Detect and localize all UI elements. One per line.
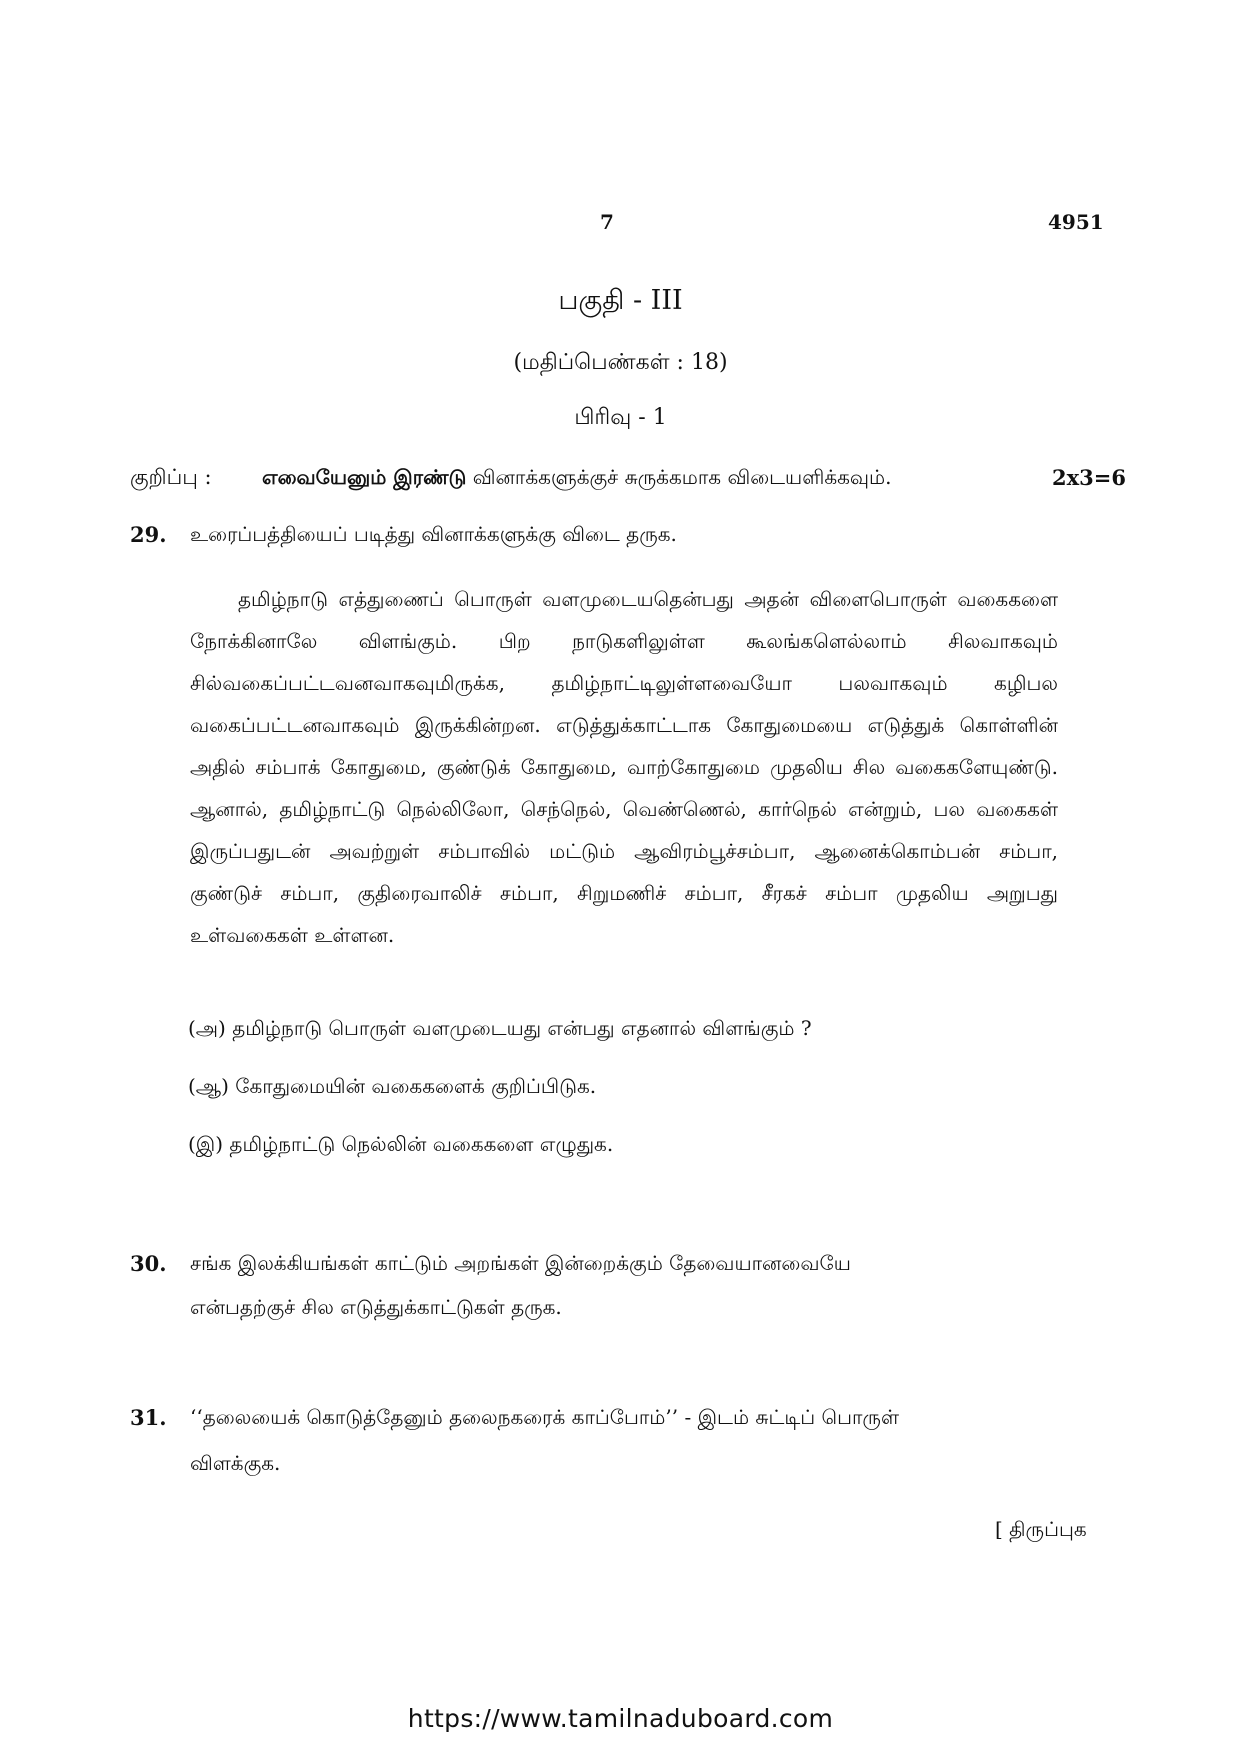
note-text: வினாக்களுக்குச் சுருக்கமாக விடையளிக்கவும். [466, 465, 892, 489]
note-instruction [262, 465, 892, 492]
question-number-31: 31. [130, 1405, 167, 1430]
footer-url[interactable]: https://www.tamilnaduboard.com [407, 1704, 834, 1733]
passage-text: தமிழ்நாடு எத்துணைப் பொருள் வளமுடையதென்பது அதன் விளைபொருள் வகைகளை நோக்கினாலே விளங்கும். பிற நாடுகளிலுள்ள கூலங்களெல்லாம் சிலவாகவும் சில்வகைப்பட்டவனவாகவுமிருக்க, தமிழ்நாட்டிலுள்ளவையோ பலவாகவும் கழிபல வகைப்பட்டனவாகவும் இருக்கின்றன. எடுத்துக்காட்டாக கோதுமையை எடுத்துக் கொள்ளின் அதில் சம்பாக் கோதுமை, குண்டுக் கோதுமை, வாற்கோதுமை முதலிய சில வகைகளேயுண்டு. ஆனால், தமிழ்நாட்டு நெல்லிலோ, செந்நெல், வெண்ணெல், கார்நெல் என்றும், பல வகைகள் இருப்பதுடன் அவற்றுள் சம்பாவில் மட்டும் ஆவிரம்பூச்சம்பா, ஆனைக்கொம்பன் சம்பா, குண்டுச் சம்பா, குதிரைவாலிச் சம்பா, சிறுமணிச் சம்பா, சீரகச் சம்பா முதலிய அறுபது உள்வகைகள் உள்ளன. [190, 587, 1058, 947]
subquestion-a: (அ) தமிழ்நாடு பொருள் வளமுடையது என்பது எதனால் விளங்கும் ? [188, 1016, 812, 1040]
question-31-line2: விளக்குக. [190, 1451, 281, 1475]
question-number-29: 29. [130, 522, 167, 547]
question-number-30: 30. [130, 1251, 167, 1276]
subquestion-aa: (ஆ) கோதுமையின் வகைகளைக் குறிப்பிடுக. [188, 1074, 597, 1098]
question-31-line1: ‘‘தலையைக் கொடுத்தேனும் தலைநகரைக் காப்போம்’’ - இடம் சுட்டிப் பொருள் [190, 1405, 900, 1429]
question-29-text: உரைப்பத்தியைப் படித்து வினாக்களுக்கு விடை தருக. [190, 522, 677, 546]
question-30-line2: என்பதற்குச் சில எடுத்துக்காட்டுகள் தருக. [190, 1295, 562, 1319]
note-score: 2x3=6 [1052, 465, 1126, 490]
marks-heading: (மதிப்பெண்கள் : 18) [513, 350, 728, 375]
subquestion-i: (இ) தமிழ்நாட்டு நெல்லின் வகைகளை எழுதுக. [188, 1132, 614, 1156]
page-number: 7 [600, 210, 614, 234]
turn-over-note: [ திருப்புக [995, 1517, 1087, 1541]
section-heading: பிரிவு - 1 [574, 405, 667, 430]
note-label: குறிப்பு : [130, 465, 212, 489]
note-emphasis: எவையேனும் இரண்டு [262, 465, 467, 489]
part-heading: பகுதி - III [558, 285, 683, 316]
passage [190, 578, 1058, 956]
question-30-line1: சங்க இலக்கியங்கள் காட்டும் அறங்கள் இன்றைக்கும் தேவையானவையே [190, 1251, 851, 1275]
paper-code: 4951 [1048, 210, 1104, 234]
